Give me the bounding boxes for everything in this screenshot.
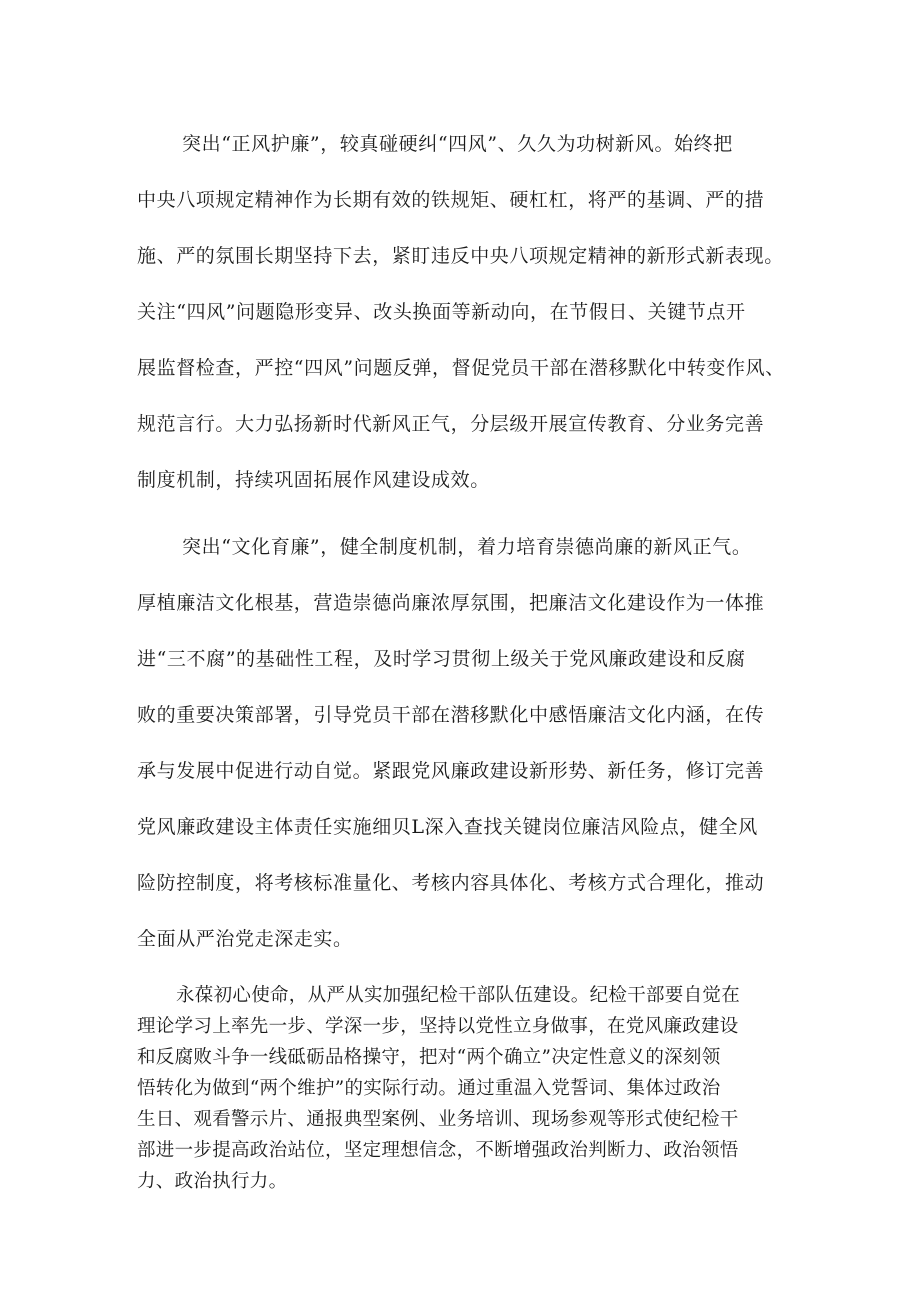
paragraph-line: 全面从严治党走深走实。 <box>137 928 353 950</box>
paragraph-line: 展监督检查，严控“四风”问题反弹，督促党员干部在潜移默化中转变作风、 <box>137 357 785 379</box>
paragraph-line: 和反腐败斗争一线砥砺品格操守，把对“两个确立”决定性意义的深刻领 <box>137 1047 721 1068</box>
paragraph-line: 力、政治执行力。 <box>137 1171 288 1192</box>
paragraph-line: 生日、观看警示片、通报典型案例、业务培训、现场参观等形式使纪检干 <box>137 1109 739 1130</box>
paragraph-line: 制度机制，持续巩固拓展作风建设成效。 <box>137 469 490 491</box>
paragraph-line: 理论学习上率先一步、学深一步，坚持以党性立身做事，在党风廉政建设 <box>137 1016 739 1037</box>
paragraph-line: 关注“四风”问题隐形变异、改头换面等新动向，在节假日、关键节点开 <box>137 301 746 323</box>
paragraph-line: 承与发展中促进行动自觉。紧跟党风廉政建设新形势、新任务，修订完善 <box>137 760 765 782</box>
paragraph-line: 党风廉政建设主体责任实施细贝L深入查找关键岗位廉洁风险点，健全风 <box>137 816 758 838</box>
paragraph-line: 部进一步提高政治站位，坚定理想信念，不断增强政治判断力、政治领悟 <box>137 1140 739 1161</box>
paragraph-line: 进“三不腐”的基础性工程，及时学习贯彻上级关于党风廉政建设和反腐 <box>137 648 746 670</box>
paragraph-line: 中央八项规定精神作为长期有效的铁规矩、硬杠杠，将严的基调、严的措 <box>137 189 765 211</box>
paragraph-line: 规范言行。大力弘扬新时代新风正气，分层级开展宣传教育、分业务完善 <box>137 413 765 435</box>
paragraph-line: 败的重要决策部署，引导党员干部在潜移默化中感悟廉洁文化内涵，在传 <box>137 704 765 726</box>
paragraph-line: 突出“正风护廉”，较真碰硬纠“四风”、久久为功树新风。始终把 <box>182 133 733 155</box>
paragraph-line: 厚植廉洁文化根基，营造崇德尚廉浓厚氛围，把廉洁文化建设作为一体推 <box>137 592 765 614</box>
paragraph-line: 悟转化为做到“两个维护”的实际行动。通过重温入党誓词、集体过政治 <box>137 1078 721 1099</box>
paragraph-line: 永葆初心使命，从严从实加强纪检干部队伍建设。纪检干部要自觉在 <box>176 985 741 1006</box>
paragraph-line: 突出“文化育廉”，健全制度机制，着力培育崇德尚廉的新风正气。 <box>182 536 752 558</box>
paragraph-line: 施、严的氛围长期坚持下去，紧盯违反中央八项规定精神的新形式新表现。 <box>137 245 784 267</box>
paragraph-line: 险防控制度，将考核标准量化、考核内容具体化、考核方式合理化，推动 <box>137 872 765 894</box>
